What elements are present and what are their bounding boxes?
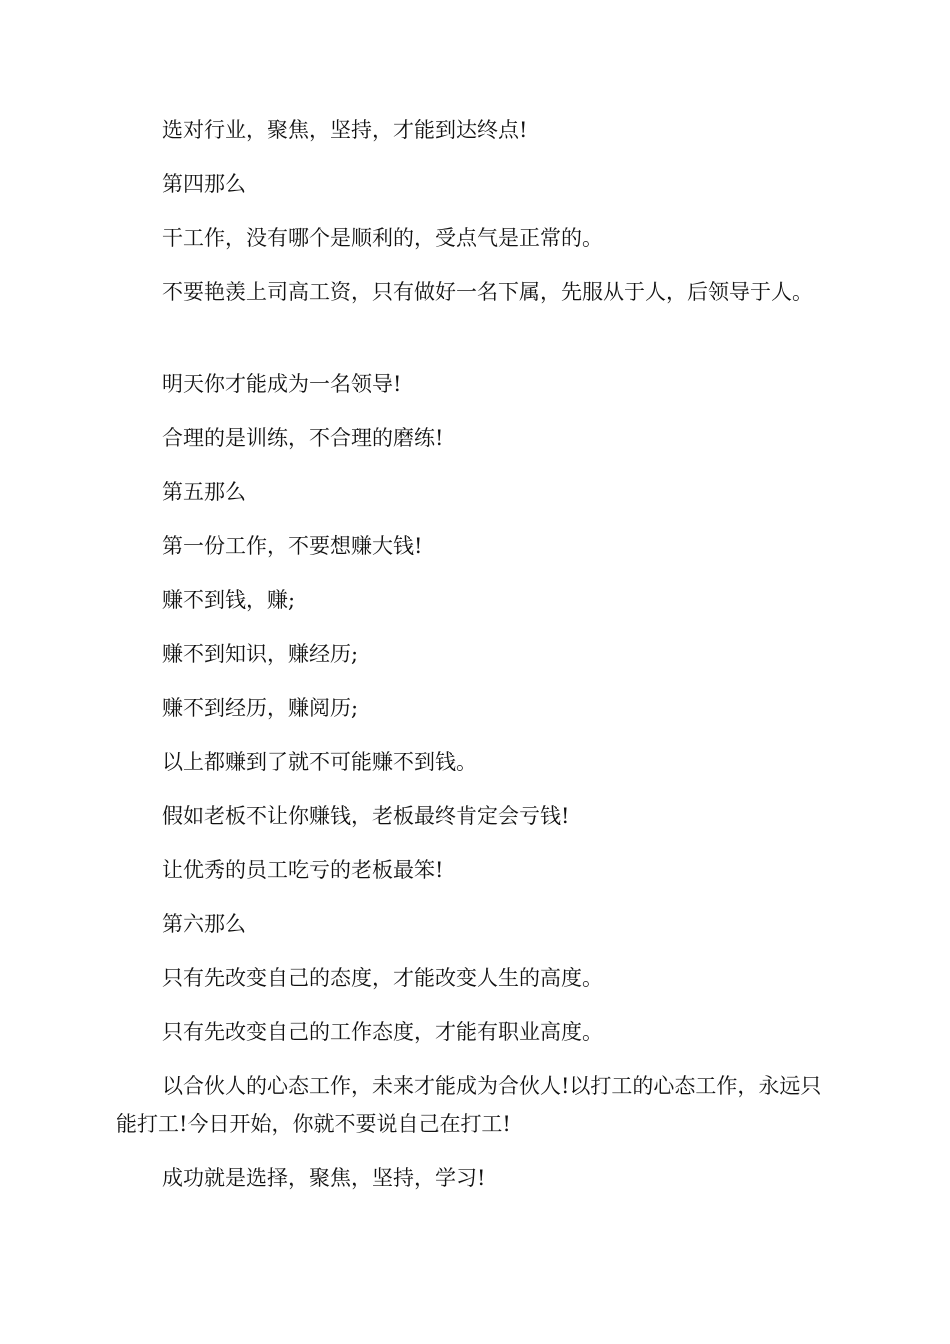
paragraph: 赚不到知识，赚经历; <box>162 642 359 666</box>
paragraph: 第一份工作，不要想赚大钱! <box>162 534 423 558</box>
paragraph: 选对行业，聚焦，坚持，才能到达终点! <box>162 118 528 142</box>
section-heading: 第四那么 <box>162 172 246 196</box>
paragraph: 干工作，没有哪个是顺利的，受点气是正常的。 <box>162 226 603 250</box>
paragraph: 以合伙人的心态工作，未来才能成为合伙人!以打工的心态工作，永远只能打工!今日开始，你就不要说自己在打工! <box>116 1074 822 1136</box>
paragraph: 只有先改变自己的态度，才能改变人生的高度。 <box>162 966 603 990</box>
paragraph: 成功就是选择，聚焦，坚持，学习! <box>162 1166 486 1190</box>
paragraph: 只有先改变自己的工作态度，才能有职业高度。 <box>162 1020 603 1044</box>
paragraph: 赚不到经历，赚阅历; <box>162 696 359 720</box>
paragraph: 明天你才能成为一名领导! <box>162 372 402 396</box>
section-heading: 第五那么 <box>162 480 246 504</box>
paragraph: 合理的是训练，不合理的磨练! <box>162 426 444 450</box>
paragraph: 以上都赚到了就不可能赚不到钱。 <box>162 750 477 774</box>
paragraph: 假如老板不让你赚钱，老板最终肯定会亏钱! <box>162 804 570 828</box>
paragraph: 赚不到钱，赚; <box>162 588 296 612</box>
paragraph: 不要艳羡上司高工资，只有做好一名下属，先服从于人，后领导于人。 <box>162 280 813 304</box>
section-heading: 第六那么 <box>162 912 246 936</box>
paragraph: 让优秀的员工吃亏的老板最笨! <box>162 858 444 882</box>
